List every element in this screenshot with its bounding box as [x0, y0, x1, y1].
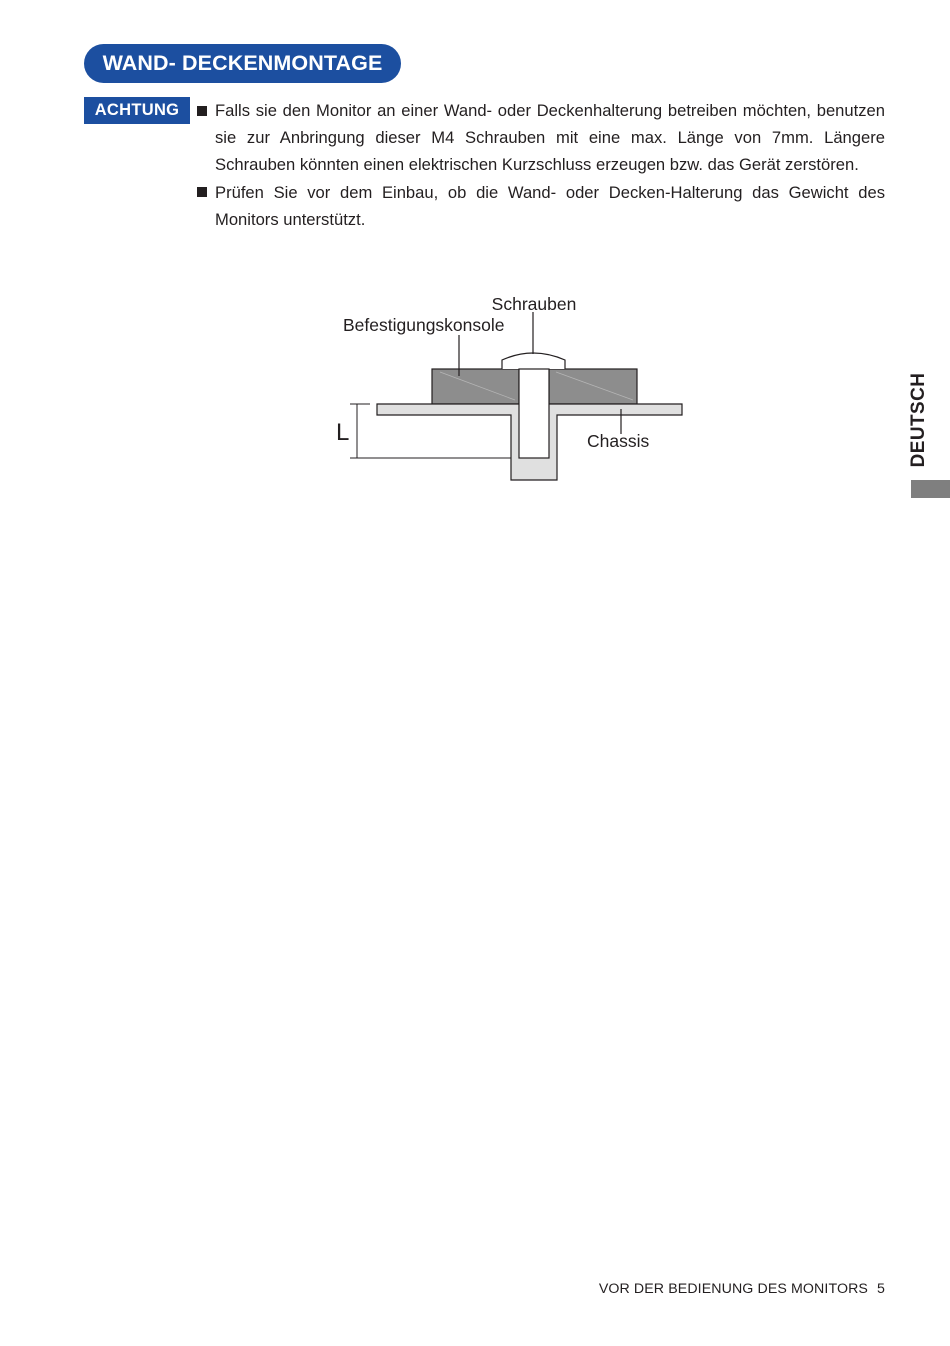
- screw-shaft: [519, 369, 549, 458]
- square-bullet-icon: [197, 106, 207, 116]
- language-tab-label: DEUTSCH: [908, 372, 929, 468]
- page-footer: [599, 1281, 885, 1297]
- label-bracket: Befestigungskonsole: [343, 315, 505, 335]
- language-tab-marker: [911, 480, 950, 498]
- footer-text: VOR DER BEDIENUNG DES MONITORS: [598, 1281, 868, 1297]
- mounting-diagram-svg: [330, 288, 690, 488]
- caution-item-text: Prüfen Sie vor dem Einbau, ob die Wand- oder Decken-Halterung das Gewicht des Monitors unterstützt.: [215, 182, 885, 229]
- label-screws: Schrauben: [491, 294, 577, 314]
- square-bullet-icon: [197, 187, 207, 197]
- mounting-diagram: [330, 288, 690, 488]
- caution-item-screw-length: [196, 97, 885, 179]
- page-number: 5: [877, 1281, 885, 1297]
- section-title: WAND- DECKENMONTAGE: [84, 44, 401, 83]
- caution-list: [196, 97, 885, 233]
- caution-item-weight: [196, 179, 885, 233]
- caution-item-text: Falls sie den Monitor an einer Wand- oder Deckenhalterung betreiben möchten, benutzen sie zur Anbringung dieser M4 Schrauben mit eine max. Länge von 7mm. Längere Schrauben könnten einen elektrischen Kurzschluss erzeugen bzw. das Gerät zerstören.: [215, 101, 885, 175]
- label-length: L: [336, 419, 350, 446]
- screw-head: [502, 353, 565, 369]
- label-chassis: Chassis: [587, 431, 650, 451]
- caution-label: ACHTUNG: [84, 97, 190, 124]
